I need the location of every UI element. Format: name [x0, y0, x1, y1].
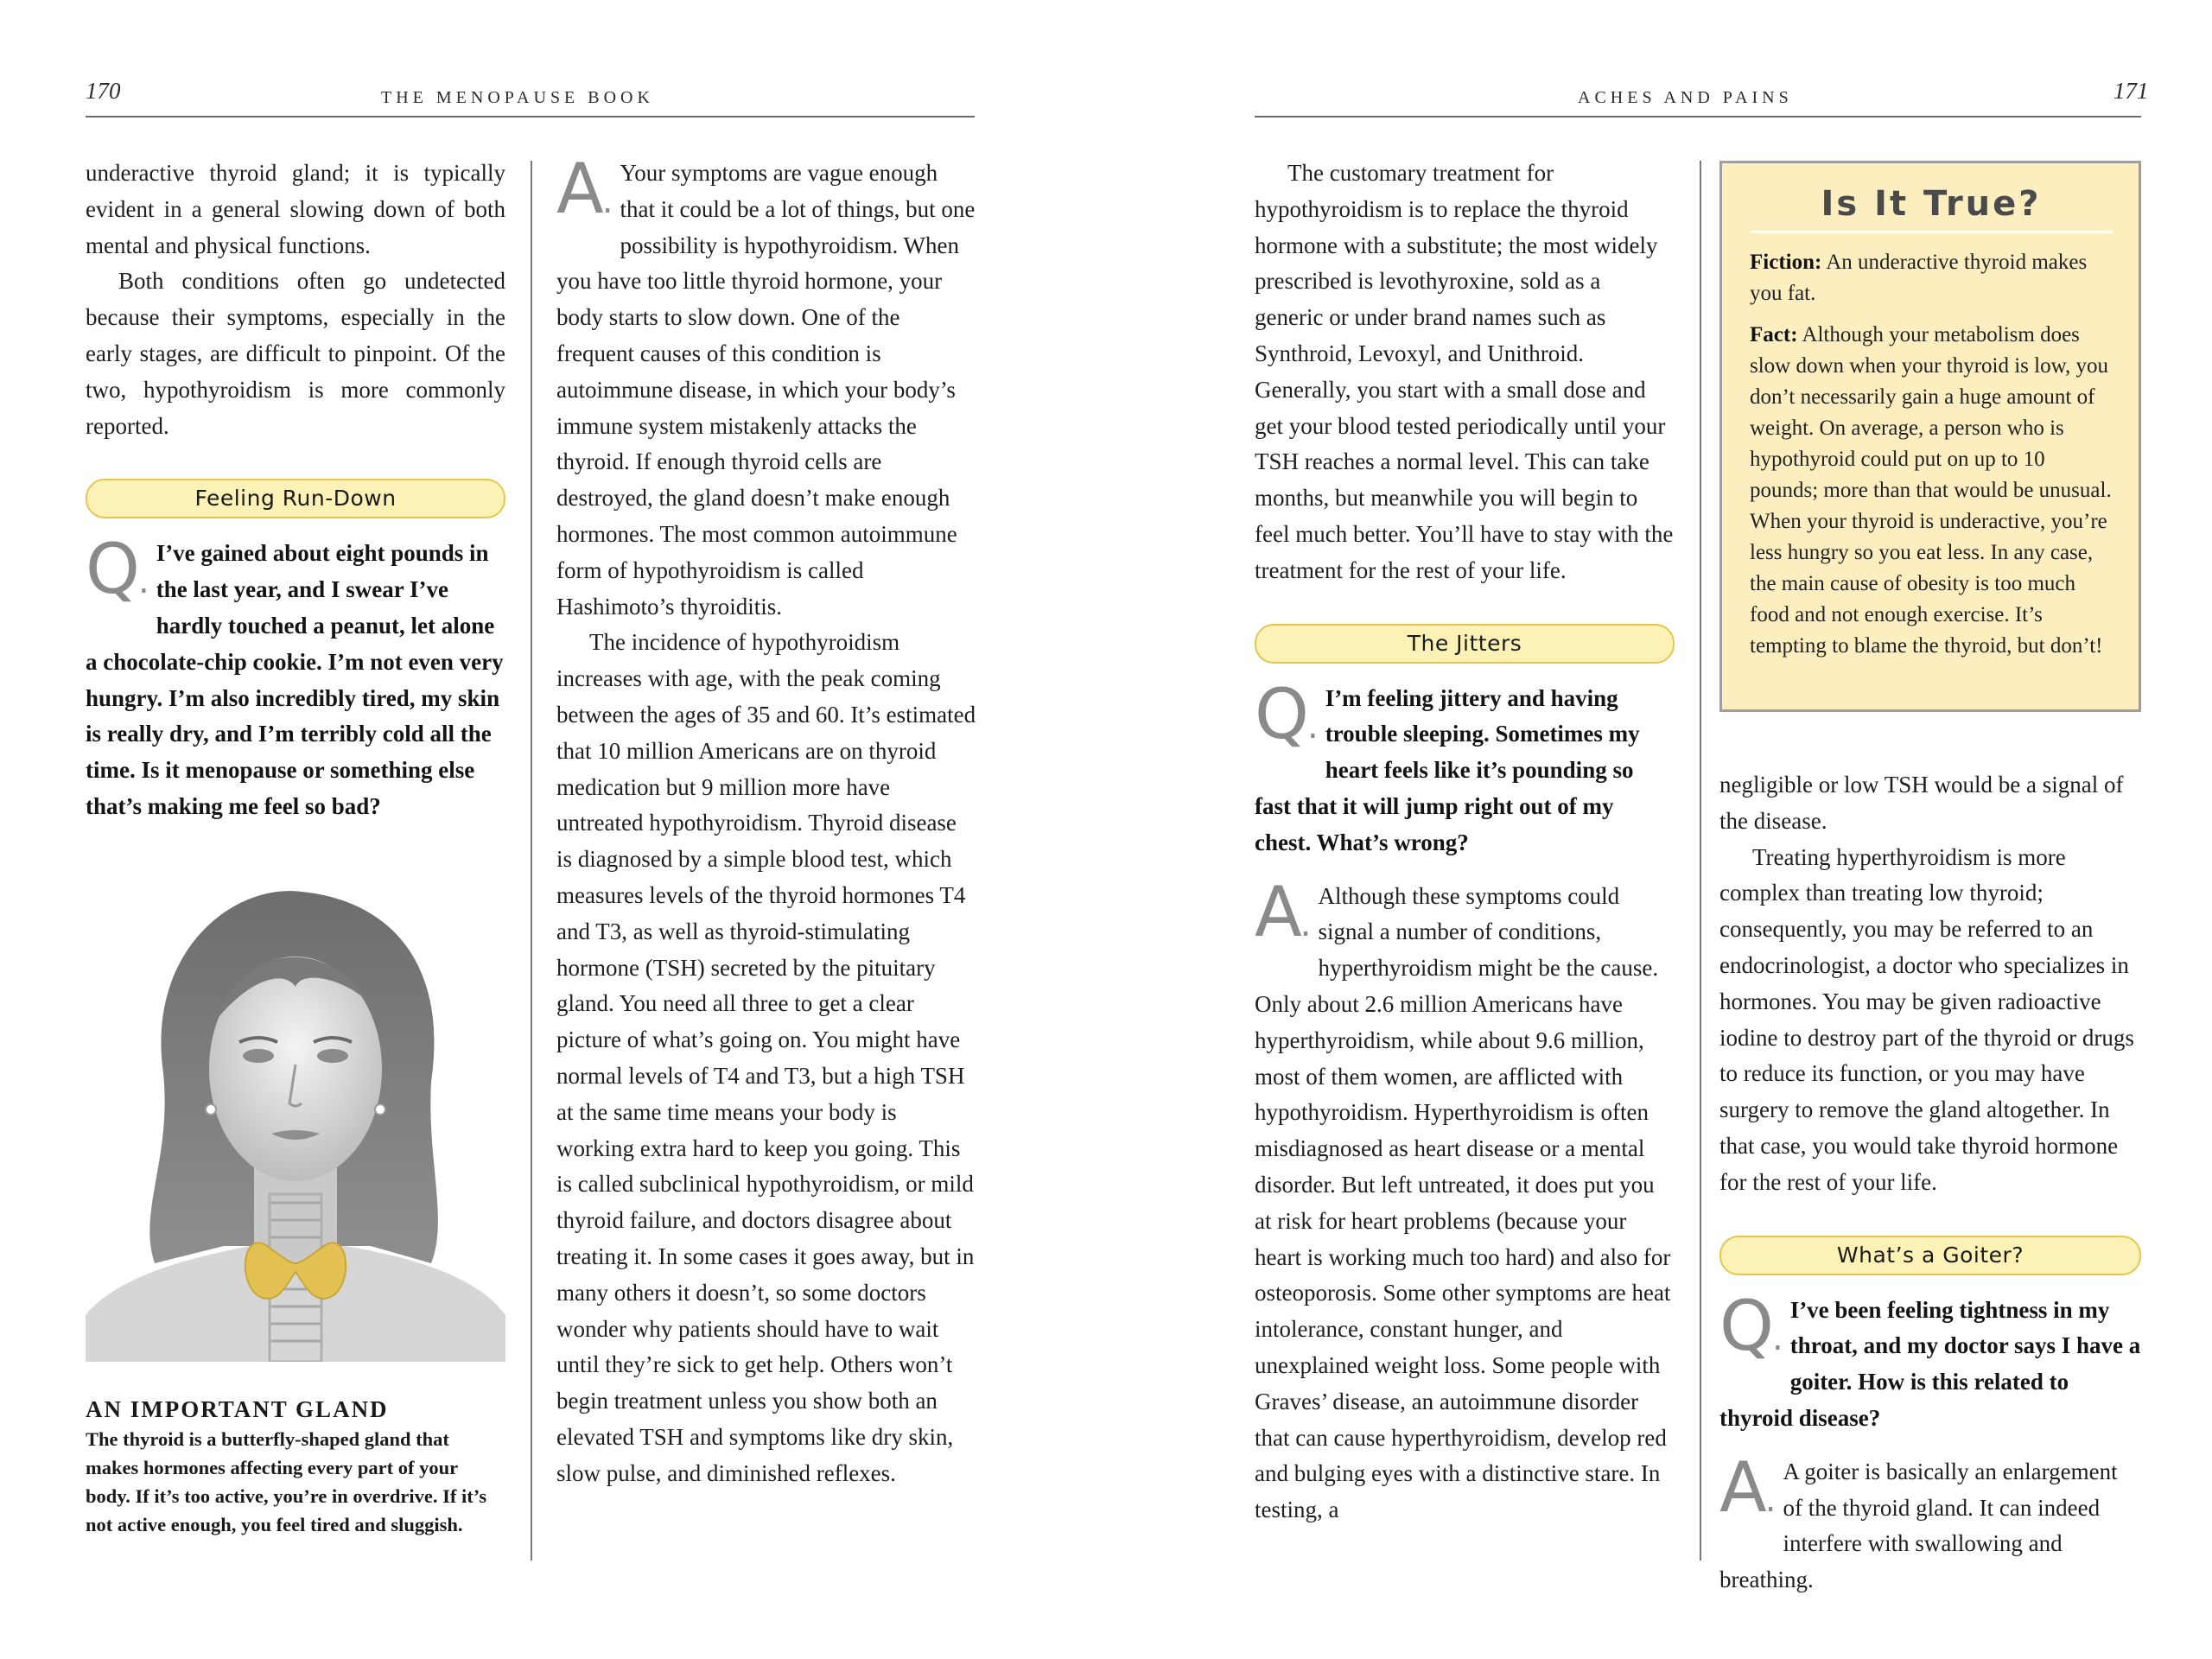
paragraph: Treating hyperthyroidism is more complex than treating low thyroid; consequently, you may be referred to an endocrinologist, a doctor who specializes in hormones. You may be given radioactive iodine to destroy part of the thyroid or drugs to reduce its function, or you may have surgery to remove the gland altogether. In that case, you would take thyroid hormone for the rest of your life.: [1719, 843, 2134, 1195]
answer-block: [1255, 871, 1675, 1529]
q-drop-cap: Q.: [1719, 1285, 1782, 1366]
paragraph: Both conditions often go undetected because their symptoms, especially in the early stages, are difficult to pinpoint. Of the two, hypothyroidism is more commonly reported.: [86, 268, 505, 439]
paragraph: negligible or low TSH would be a signal of the disease.: [1719, 772, 2124, 834]
header-rule: [1255, 116, 2141, 118]
woman-thyroid-illustration-icon: [86, 883, 505, 1362]
caption-text: The thyroid is a butterfly-shaped gland that makes hormones affecting every part of your body. If it’s too active, you’re in overdrive. If it’s not active enough, you feel tired and sluggish.: [86, 1428, 487, 1535]
question-block: [1255, 673, 1675, 861]
section-label-whats-a-goiter: What’s a Goiter?: [1719, 1236, 2141, 1275]
question-block: [86, 529, 505, 824]
q-drop-cap: Q.: [1255, 673, 1317, 754]
right-column-2: [1719, 767, 2141, 1599]
question-text: I’ve been feeling tightness in my throat, and my doctor says I have a goiter. How is this related to thyroid disease?: [1719, 1296, 2141, 1431]
right-page: [1106, 0, 2212, 1659]
paragraph: underactive thyroid gland; it is typically evident in a general slowing down of both mental and physical functions.: [86, 160, 505, 258]
question-text: I’ve gained about eight pounds in the last year, and I swear I’ve hardly touched a peanut, let alone a chocolate-chip cookie. I’m not even very hungry. I’m also incredibly tired, my skin is really dry, and I’m terribly cold all the time. Is it menopause or something else that’s making me feel so bad?: [86, 540, 504, 819]
answer-block: [1719, 1446, 2141, 1599]
is-it-true-sidebar: [1719, 161, 2141, 712]
illustration-caption: [86, 1376, 505, 1539]
answer-block: [556, 149, 976, 625]
woman-thyroid-illustration: [86, 883, 505, 1362]
question-text: I’m feeling jittery and having trouble sleeping. Sometimes my heart feels like it’s pounding so fast that it will jump right out of my chest. What’s wrong?: [1255, 684, 1640, 855]
a-drop-cap: A.: [1255, 871, 1310, 952]
running-head: ACHES AND PAINS: [1578, 88, 1793, 107]
running-head: THE MENOPAUSE BOOK: [381, 88, 654, 107]
paragraph: The incidence of hypothyroidism increases with age, with the peak coming between the ages of 35 and 60. It’s estimated that 10 million Americans are on thyroid medication but 9 million more have untreated hypothyroidism. Thyroid disease is diagnosed by a simple blood test, which measures levels of the thyroid hormones T4 and T3, as well as thyroid-stimulating hormone (TSH) secreted by the pituitary gland. You need all three to get a clear picture of what’s going on. You might have normal levels of T4 and T3, but a high TSH at the same time means your body is working extra hard to keep you going. This is called subclinical hypothyroidism, or mild thyroid failure, and doctors disagree about treating it. In some cases it goes away, but in many others it doesn’t, so some doctors wonder why patients should have to wait until they’re sick to get help. Others won’t begin treatment unless you show both an elevated TSH and symptoms like dry skin, slow pulse, and diminished reflexes.: [556, 629, 976, 1486]
answer-text: A goiter is basically an enlargement of the thyroid gland. It can indeed interfere with swallowing and breathing.: [1719, 1458, 2118, 1593]
a-drop-cap: A.: [556, 149, 612, 229]
sidebar-fiction: Fiction: An underactive thyroid makes you fat.: [1750, 251, 2088, 305]
sidebar-fact: Fact: Although your metabolism does slow down when your thyroid is low, you don’t necessarily gain a huge amount of weight. On average, a person who is hypothyroid could put on up to 10 pounds; more than that would be unusual. When your thyroid is underactive, you’re less hungry so you eat less. In any case, the main cause of obesity is too much food and not enough exercise. It’s tempting to blame the thyroid, but don’t!: [1750, 323, 2112, 658]
section-label-the-jitters: The Jitters: [1255, 624, 1675, 664]
answer-text: Your symptoms are vague enough that it could be a lot of things, but one possibility is hypothyroidism. When you have too little thyroid hormone, your body starts to slow down. One of the frequent causes of this condition is autoimmune disease, in which your body’s immune system mistakenly attacks the thyroid. If enough thyroid cells are destroyed, the gland doesn’t make enough hormones. The most common autoimmune form of hypothyroidism is called Hashimoto’s thyroiditis.: [556, 160, 976, 620]
caption-title: AN IMPORTANT GLAND: [86, 1396, 389, 1422]
page-number: 170: [86, 78, 121, 104]
answer-text: Although these symptoms could signal a number of conditions, hyperthyroidism might be the cause. Only about 2.6 million Americans have hyperthyroidism, while about 9.6 million, most of them women, are afflicted with hypothyroidism. Hyperthyroidism is often misdiagnosed as heart disease or a mental disorder. But left untreated, it does put you at risk for heart problems (because your heart is working much too hard) and also for osteoporosis. Some other symptoms are heat intolerance, constant hunger, and unexplained weight loss. Some people with Graves’ disease, an autoimmune disorder that can cause hyperthyroidism, develop red and bulging eyes with a distinctive stare. In testing, a: [1255, 882, 1671, 1523]
page-number: 171: [2113, 78, 2149, 104]
sidebar-title: Is It True?: [1750, 184, 2113, 233]
a-drop-cap: A.: [1719, 1446, 1775, 1528]
question-block: [1719, 1285, 2141, 1437]
left-column-1: [86, 156, 505, 825]
header-rule: [86, 116, 975, 118]
q-drop-cap: Q.: [86, 529, 148, 610]
right-column-1: [1255, 156, 1675, 1529]
column-divider: [1700, 161, 1701, 1560]
column-divider: [531, 161, 532, 1560]
left-column-2: [556, 149, 976, 1491]
section-label-feeling-run-down: Feeling Run-Down: [86, 479, 505, 518]
paragraph: The customary treatment for hypothyroidism is to replace the thyroid hormone with a substitute; the most widely prescribed is levothyroxine, sold as a generic or under brand names such as Synthroid, Levoxyl, and Unithroid. Generally, you start with a small dose and get your blood tested periodically until your TSH reaches a normal level. This can take months, but meanwhile you will begin to feel much better. You’ll have to stay with the treatment for the rest of your life.: [1255, 160, 1674, 583]
